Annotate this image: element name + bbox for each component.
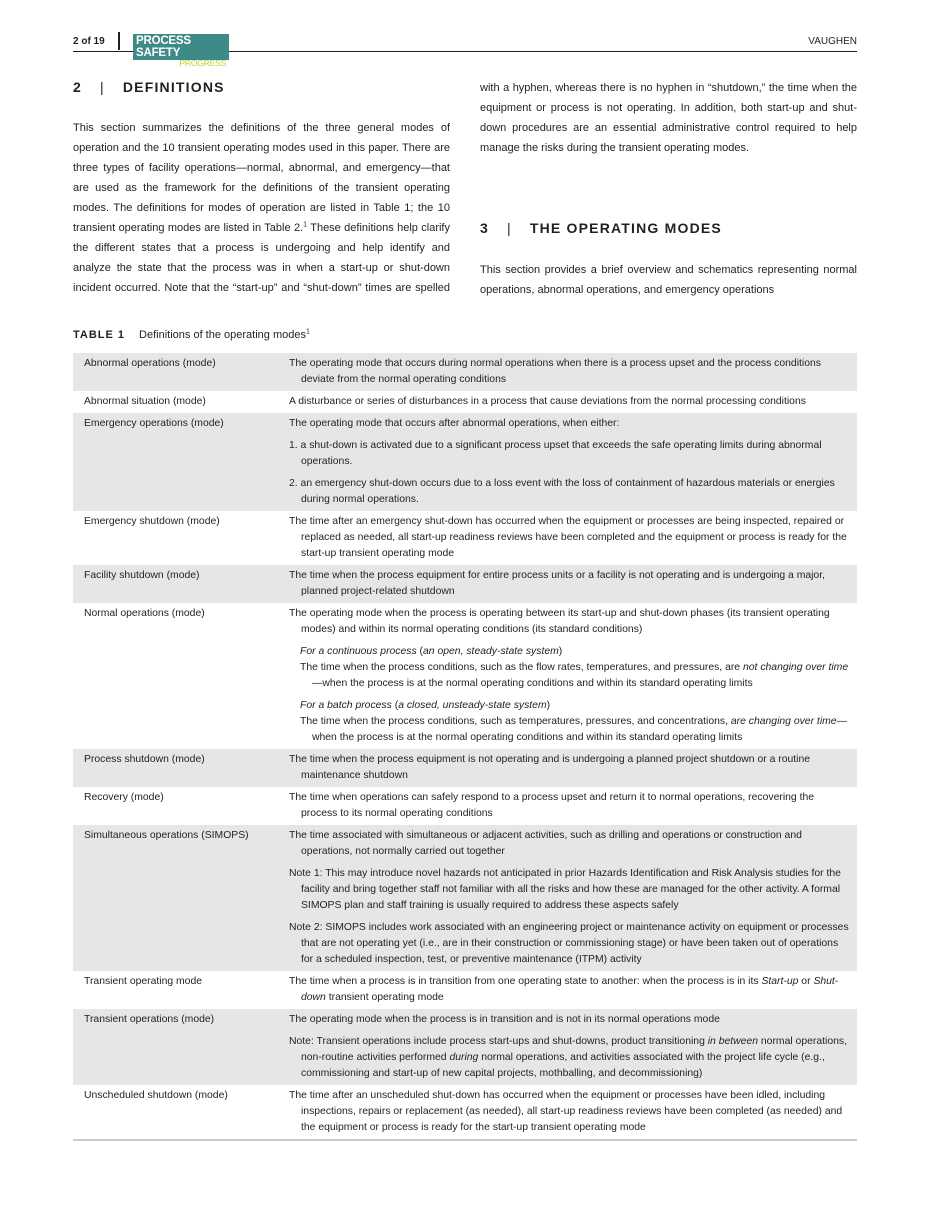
text: The operating mode when the process is in transition and is not in its normal operations mode <box>289 1014 720 1025</box>
text: Note 2: SIMOPS includes work associated with an engineering project or maintenance activity on equipment or processes that are not operating yet (i.e., are in their construction or commissioning stage) or have been taken out of operations for a scheduled inspection, test, or preventive maintenance (ITPM) activity <box>289 922 849 965</box>
definition-paragraph <box>300 714 851 746</box>
body-text-cont: These definitions help clarify the different states that a process is undergoing and help identify and analyze the state that the process was in when a start-up or shut-down incident occurred. Note that the “start-up” and “shut-down” times are spelled <box>73 222 450 294</box>
definition-paragraph <box>289 866 851 914</box>
body-text: This section summarizes the definitions of the three general modes of operation and the 10 transient operating modes used in this paper. There are three types of facility operations—normal, abnormal, and emergency—that are used as the framework for the definitions of the transient operating modes. The definitions for modes of operation are listed in Table 1; the 10 transient operating modes are listed in Table 2. <box>73 122 450 234</box>
text: ( <box>416 646 424 657</box>
text: The time when the process equipment for entire process units or a facility is not operating and is undergoing a major, planned project-related shutdown <box>289 570 825 597</box>
text: The time when the process conditions, such as the flow rates, temperatures, and pressures, are <box>300 662 743 673</box>
body-text: This section provides a brief overview and schematics representing normal operations, abnormal operations, and emergency operations <box>480 264 857 296</box>
definition-cell <box>278 353 857 391</box>
term-cell: Transient operating mode <box>84 976 203 987</box>
definition-paragraph <box>289 1034 851 1082</box>
journal-logo <box>133 34 229 68</box>
italic-text: not changing over time <box>742 662 849 673</box>
text: —when the process is at the normal operating conditions and within its standard operating limits <box>312 678 753 689</box>
table-row <box>73 391 857 413</box>
definition-cell <box>278 971 857 1009</box>
text: transient operating mode <box>325 992 444 1003</box>
definition-cell <box>278 825 857 971</box>
footnote-ref[interactable]: 1 <box>305 328 310 336</box>
italic-text: a closed, unsteady-state system <box>398 700 547 711</box>
definition-paragraph <box>289 394 851 410</box>
definition-cell <box>278 413 857 511</box>
definition-cell <box>278 749 857 787</box>
text: Note 1: This may introduce novel hazards not anticipated in prior Hazards Identification and Risk Analysis studies for the facility and bring together staff not familiar with all the risks and how these are managed for the other activity. A formal SIMOPS plan and staff training is usually required to address these aspects safely <box>289 868 841 911</box>
italic-text: Shut-down <box>301 976 839 1003</box>
table-row <box>73 825 857 971</box>
body-text: with a hyphen, whereas there is no hyphen in “shutdown,” the time when the equipment or process is not operating. In addition, both start-up and shut-down procedures are an essential administrative control required to help manage the risks during the transient operating modes. <box>480 82 857 154</box>
page-number: 2 of 19 <box>73 36 105 47</box>
definition-cell <box>278 1085 857 1140</box>
section-title: THE OPERATING MODES <box>529 220 722 236</box>
table-row <box>73 565 857 603</box>
italic-text: Start-up <box>761 976 799 987</box>
definition-paragraph <box>289 356 851 388</box>
definition-paragraph <box>289 1012 851 1028</box>
text: —when the process is at the normal operating conditions and within its standard operating limits <box>312 716 847 743</box>
text: normal operations, and activities associated with the project life cycle (e.g., commissioning and start-up of new capital projects, mothballing, and decommissioning) <box>301 1052 825 1079</box>
text: normal operations, non-routine activities performed <box>301 1036 847 1063</box>
table-row <box>73 971 857 1009</box>
italic-text: in between <box>707 1036 759 1047</box>
body-text-cont-right <box>480 78 857 158</box>
table-caption <box>73 329 310 341</box>
table-row <box>73 749 857 787</box>
logo-line2: PROGRESS <box>179 58 226 68</box>
section-2-body-left <box>73 118 450 303</box>
table-row <box>73 353 857 391</box>
text: The operating mode when the process is operating between its start-up and shut-down phases (its transient operating modes) and within its normal operating conditions (its standard conditions) <box>289 608 830 635</box>
definition-paragraph <box>300 660 851 692</box>
section-3-heading: 3 | THE OPERATING MODES <box>480 220 722 236</box>
text: The time when a process is in transition from one operating state to another: when the process is in its <box>289 976 762 987</box>
term-cell: Abnormal operations (mode) <box>84 358 216 369</box>
text: 2. an emergency shut-down occurs due to a loss event with the loss of containment of hazardous materials or energies during normal operations. <box>289 478 835 505</box>
definition-paragraph <box>289 974 851 1006</box>
table-row <box>73 511 857 565</box>
text: ) <box>546 700 551 711</box>
text: The time associated with simultaneous or adjacent activities, such as drilling and operations or construction and operations, not normally carried out together <box>289 830 802 857</box>
text: ) <box>558 646 563 657</box>
definition-cell <box>278 603 857 749</box>
text: A disturbance or series of disturbances in a process that cause deviations from the normal processing conditions <box>289 396 806 407</box>
italic-text: For a batch process <box>300 700 392 711</box>
table-row <box>73 603 857 749</box>
table-label: TABLE 1 <box>73 329 126 341</box>
definition-cell <box>278 1009 857 1085</box>
logo-line1: PROCESS SAFETY <box>136 35 191 59</box>
table-row <box>73 413 857 511</box>
definition-paragraph <box>289 790 851 822</box>
definition-cell <box>278 511 857 565</box>
definition-paragraph <box>289 568 851 600</box>
text: or <box>798 976 814 987</box>
section-number: 3 <box>480 220 489 236</box>
term-cell: Normal operations (mode) <box>84 608 205 619</box>
section-title: DEFINITIONS <box>122 79 225 95</box>
italic-text: For a continuous process <box>300 646 417 657</box>
text: The time when operations can safely respond to a process upset and return it to normal operations, recovering the process to its normal operating conditions <box>289 792 815 819</box>
text: The time when the process equipment is not operating and is undergoing a planned project shutdown or a routine maintenance shutdown <box>289 754 811 781</box>
term-cell: Facility shutdown (mode) <box>84 570 200 581</box>
text: 1. a shut-down is activated due to a significant process upset that exceeds the safe operating limits during abnormal operations. <box>289 440 822 467</box>
footnote-ref[interactable]: 1 <box>303 221 308 229</box>
text: The operating mode that occurs during normal operations when there is a process upset and the process conditions deviate from the normal operating conditions <box>289 358 821 385</box>
italic-text: an open, steady-state system <box>423 646 559 657</box>
definition-paragraph <box>289 438 851 470</box>
term-cell: Simultaneous operations (SIMOPS) <box>84 830 249 841</box>
term-cell: Process shutdown (mode) <box>84 754 205 765</box>
author-name: VAUGHEN <box>808 36 857 47</box>
text: The time when the process conditions, such as temperatures, pressures, and concentrations, <box>300 716 731 727</box>
italic-text: during <box>449 1052 479 1063</box>
definition-cell <box>278 565 857 603</box>
definition-paragraph <box>289 1088 851 1136</box>
italic-text: are changing over time <box>730 716 837 727</box>
running-header <box>73 30 857 68</box>
text: The time after an unscheduled shut-down has occurred when the equipment or processes have been idled, including inspections, repairs or replacement (as needed), all start-up readiness reviews have been completed (as needed) and the equipment or process is ready for the start-up transient operating mode <box>289 1090 843 1133</box>
definition-cell <box>278 787 857 825</box>
text: The operating mode that occurs after abnormal operations, when either: <box>289 418 620 429</box>
table-row <box>73 1009 857 1085</box>
section-2-body-right <box>480 78 857 178</box>
term-cell: Emergency operations (mode) <box>84 418 224 429</box>
definition-paragraph <box>300 644 851 660</box>
definition-paragraph <box>289 606 851 638</box>
text: The time after an emergency shut-down has occurred when the equipment or processes are being inspected, repaired or replaced as needed, all start-up readiness reviews have been completed and the equipment or process is ready for the start-up transient operating mode <box>289 516 847 559</box>
definition-paragraph <box>289 476 851 508</box>
text: ( <box>391 700 399 711</box>
definition-cell <box>278 391 857 413</box>
section-3-body <box>480 260 857 300</box>
term-cell: Abnormal situation (mode) <box>84 396 206 407</box>
definition-paragraph <box>289 752 851 784</box>
definition-paragraph <box>289 416 851 432</box>
text: Note: Transient operations include process start-ups and shut-downs, product transitioning <box>289 1036 708 1047</box>
section-number: 2 <box>73 79 82 95</box>
table-row <box>73 1085 857 1140</box>
definition-paragraph <box>300 698 851 714</box>
definition-paragraph <box>289 920 851 968</box>
term-cell: Transient operations (mode) <box>84 1014 215 1025</box>
section-2-heading: 2 | DEFINITIONS <box>73 79 225 95</box>
definitions-table <box>73 353 857 1141</box>
header-divider <box>118 32 120 50</box>
table-caption-text: Definitions of the operating modes <box>139 329 306 341</box>
term-cell: Unscheduled shutdown (mode) <box>84 1090 228 1101</box>
definition-paragraph <box>289 514 851 562</box>
table-row <box>73 787 857 825</box>
definition-paragraph <box>289 828 851 860</box>
term-cell: Emergency shutdown (mode) <box>84 516 220 527</box>
term-cell: Recovery (mode) <box>84 792 164 803</box>
